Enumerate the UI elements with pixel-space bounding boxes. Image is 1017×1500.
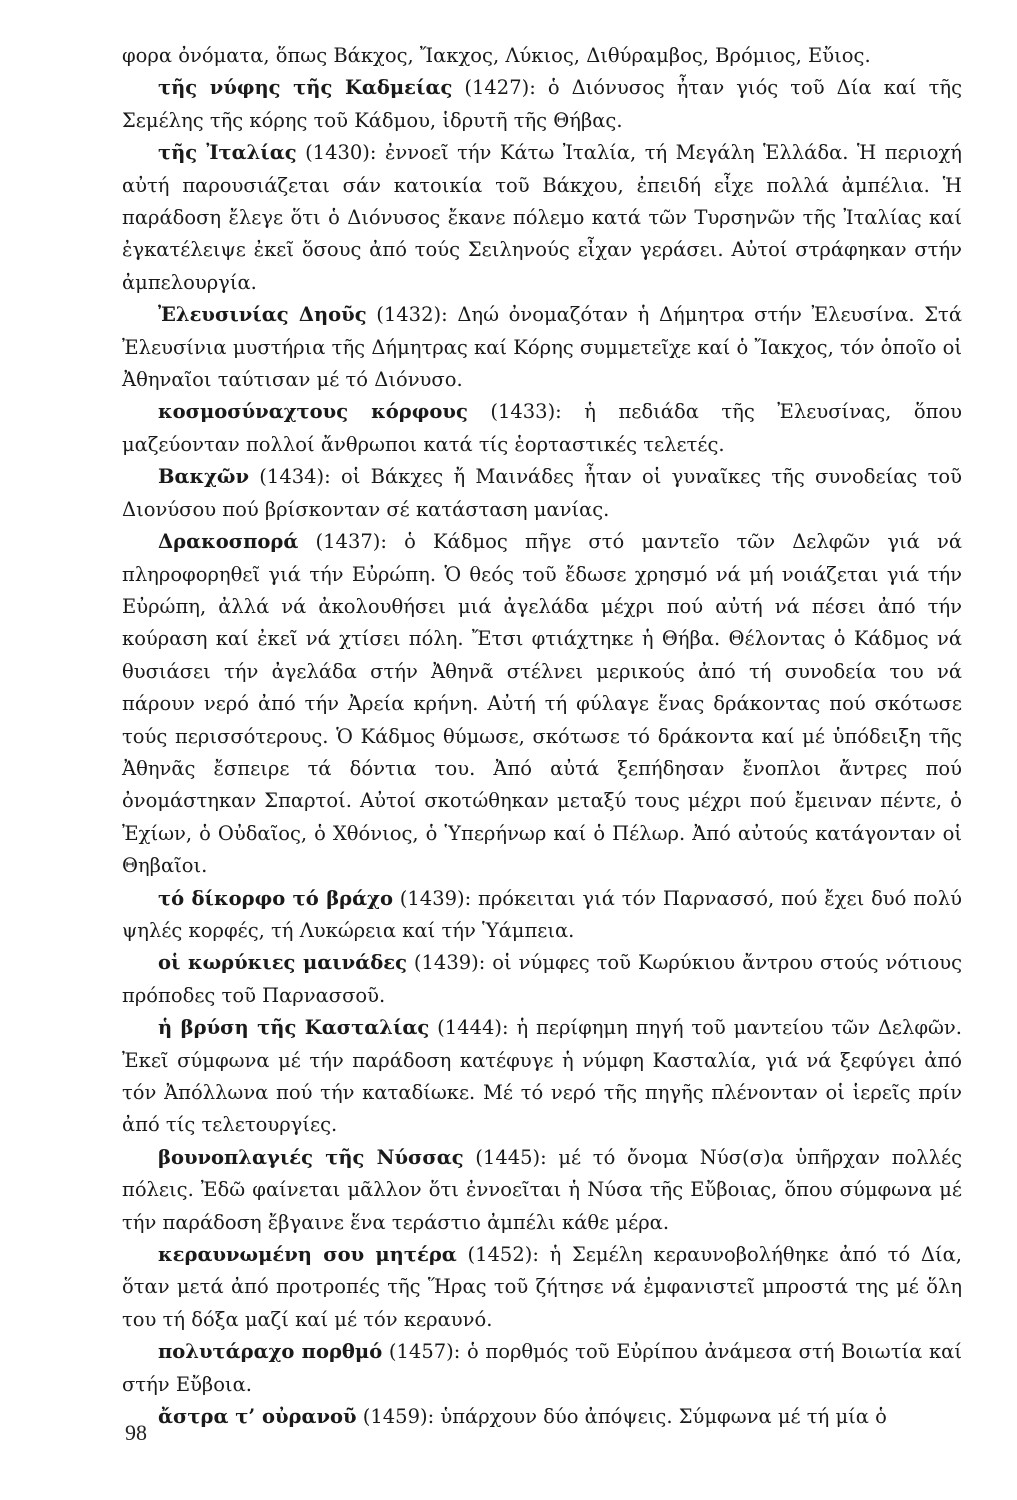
entry-text: ἐννοεῖ τήν Κάτω Ἰταλία, τή Μεγάλη Ἑλλάδα. Ἡ περιοχή αὐτή παρουσιάζεται σάν κατοικία τοῦ Βάκχου, ἐπειδή εἶχε πολλά ἀμπέλια. Ἡ παράδοση ἔλεγε ὅτι ὁ Διόνυσος ἔκανε πόλεμο κατά τῶν Τυρσηνῶν τῆς Ἰταλίας καί ἐγκατέλειψε ἐκεῖ ὅσους ἀπό τούς Σειληνούς εἶχαν γεράσει. Αὐτοί στράφηκαν στήν ἀμπελουργία. [122,141,962,294]
entry-term: πολυτάραχο πορθμό [158,1340,383,1364]
entry-text: οἱ Βάκχες ἤ Μαινάδες ἦταν οἱ γυναῖκες τῆς συνοδείας τοῦ Διονύσου πού βρίσκονταν σέ κατάσταση μανίας. [122,465,963,521]
entry-term: οἱ κωρύκιες μαινάδες [158,951,407,975]
entry [122,461,962,526]
entry-text: οἱ νύμφες τοῦ Κωρύκιου ἄντρου στούς νότιους πρόποδες τοῦ Παρνασσοῦ. [122,951,963,1007]
entry-ref: (1430): [296,141,385,165]
entry-text: ἡ πεδιάδα τῆς Ἐλευσίνας, ὅπου μαζεύονταν πολλοί ἄνθρωποι κατά τίς ἑορταστικές τελετές. [122,400,962,456]
entry-term: τό δίκορφο τό βράχο [158,886,393,910]
entry [122,137,962,299]
entry [122,396,962,461]
entry [122,1142,962,1239]
intro-line: φορα ὀνόματα, ὅπως Βάκχος, Ἴακχος, Λύκιος, Διθύραμβος, Βρόμιος, Εὔιος. [122,44,871,67]
entry [122,72,962,137]
entry-term: τῆς νύφης τῆς Καδμείας [158,76,453,100]
entry-text: μέ τό ὄνομα Νύσ(σ)α ὑπῆρχαν πολλές πόλεις. Ἐδῶ φαίνεται μᾶλλον ὅτι ἐννοεῖται ἡ Νύσα τῆς Εὔβοιας, ὅπου σύμφωνα μέ τήν παράδοση ἔβγαινε ἕνα τεράστιο ἀμπέλι κάθε μέρα. [122,1145,962,1234]
entry-text: ὁ πορθμός τοῦ Εὐρίπου ἀνάμεσα στή Βοιωτία καί στήν Εὔβοια. [122,1340,962,1396]
entry-text: ἡ Σεμέλη κεραυνοβολήθηκε ἀπό τό Δία, ὅταν μετά ἀπό προτροπές τῆς Ἥρας τοῦ ζήτησε νά ἐμφανιστεῖ μπροστά της μέ ὅλη του τή δόξα μαζί καί μέ τόν κεραυνό. [122,1243,963,1331]
entry-term: Βακχῶν [158,465,250,489]
entry-ref: (1439): [406,951,493,975]
entry-term: ἡ βρύση τῆς Κασταλίας [158,1016,430,1040]
entry-text: ὁ Κάδμος πῆγε στό μαντεῖο τῶν Δελφῶν γιά νά πληροφορηθεῖ γιά τήν Εὐρώπη. Ὁ θεός τοῦ ἔδωσε χρησμό νά μή νοιάζεται γιά τήν Εὐρώπη, ἀλλά νά ἀκολουθήσει μιά ἀγελάδα μέχρι πού αὐτή νά πέσει ἀπό τήν κούραση καί ἐκεῖ νά χτίσει πόλη. Ἔτσι φτιάχτηκε ἡ Θήβα. Θέλοντας ὁ Κάδμος νά θυσιάσει τήν ἀγελάδα στήν Ἀθηνᾶ στέλνει μερικούς ἀπό τή συνοδεία του νά πάρουν νερό ἀπό τήν Ἀρεία κρήνη. Αὐτή τή φύλαγε ἕνας δράκοντας πού σκότωσε τούς περισσότερους. Ὁ Κάδμος θύμωσε, σκότωσε τό δράκοντα καί μέ ὑπόδειξη τῆς Ἀθηνᾶς ἔσπειρε τά δόντια του. Ἀπό αὐτά ξεπήδησαν ἔνοπλοι ἄντρες πού ὀνομάστηκαν Σπαρτοί. Αὐτοί σκοτώθηκαν μεταξύ τους μέχρι πού ἔμειναν πέντε, ὁ Ἐχίων, ὁ Οὐδαῖος, ὁ Χθόνιος, ὁ Ὑπερήνωρ καί ὁ Πέλωρ. Ἀπό αὐτούς κατάγονταν οἱ Θηβαῖοι. [122,530,962,878]
entry-ref: (1459): [356,1405,441,1429]
entry-term: Δρακοσπορά [158,530,299,554]
entry-term: τῆς Ἰταλίας [158,141,297,165]
entry [122,883,962,948]
entry-ref: (1445): [463,1145,559,1169]
entry [122,299,962,396]
entry-term: βουνοπλαγιές τῆς Νύσσας [158,1145,464,1169]
entry-text: ὑπάρχουν δύο ἀπόψεις. Σύμφωνα μέ τή μία ὁ [440,1405,887,1429]
entry-text: ὁ Διόνυσος ἦταν γιός τοῦ Δία καί τῆς Σεμέλης τῆς κόρης τοῦ Κάδμου, ἱδρυτῆ τῆς Θήβας. [122,76,962,132]
entry-term: κοσμοσύναχτους κόρφους [158,400,468,424]
entry [122,1012,962,1142]
entry-text: πρόκειται γιά τόν Παρνασσό, πού ἔχει δυό πολύ ψηλές κορφές, τή Λυκώρεια καί τήν Ὑάμπεια. [122,886,963,942]
entry-ref: (1432): [366,303,458,327]
entry [122,1401,962,1433]
entry-term: κεραυνωμένη σου μητέρα [158,1243,457,1267]
page-body [122,40,962,1433]
entry-ref: (1457): [382,1340,467,1364]
entry-text: Δηώ ὀνομαζόταν ἡ Δήμητρα στήν Ἐλευσίνα. Στά Ἐλευσίνια μυστήρια τῆς Δήμητρας καί Κόρης συμμετεῖχε καί ὁ Ἴακχος, τόν ὁποῖο οἱ Ἀθηναῖοι ταύτισαν μέ τό Διόνυσο. [122,303,962,392]
entry-term: ἄστρα τ’ οὐρανοῦ [158,1405,357,1429]
entry [122,1336,962,1401]
entry-ref: (1434): [249,465,341,489]
entry-ref: (1437): [298,530,405,554]
entry-ref: (1439): [392,886,479,910]
entry-text: ἡ περίφημη πηγή τοῦ μαντείου τῶν Δελφῶν. Ἐκεῖ σύμφωνα μέ τήν παράδοση κατέφυγε ἡ νύμφη Κασταλία, γιά νά ξεφύγει ἀπό τόν Ἀπόλλωνα πού τήν καταδίωκε. Μέ τό νερό τῆς πηγῆς πλένονταν οἱ ἱερεῖς πρίν ἀπό τίς τελετουργίες. [122,1016,962,1137]
entry [122,1239,962,1336]
entry-term: Ἐλευσινίας Δηοῦς [158,303,367,327]
entry [122,526,962,882]
entry-ref: (1427): [452,76,548,100]
entry-ref: (1452): [456,1243,550,1267]
entry [122,947,962,1012]
entry-ref: (1433): [467,400,585,424]
page-number: 98 [125,1420,147,1445]
entry-ref: (1444): [429,1016,517,1040]
